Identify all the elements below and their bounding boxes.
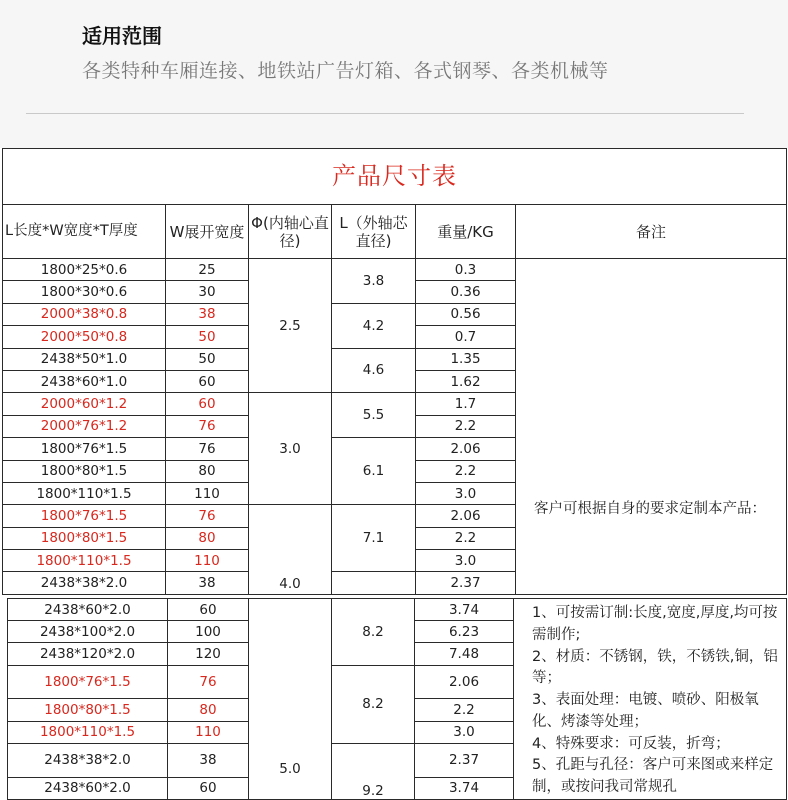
table-header-row <box>3 205 787 259</box>
cell-unfold-width: 60 <box>168 777 249 799</box>
cell-unfold-width: 60 <box>166 393 249 415</box>
cell-unfold-width: 50 <box>166 348 249 370</box>
cell-unfold-width: 110 <box>166 482 249 504</box>
cell-dimensions: 1800*30*0.6 <box>3 281 166 303</box>
cell-unfold-width: 80 <box>168 699 249 721</box>
cell-weight: 3.0 <box>416 550 516 572</box>
cell-weight: 1.35 <box>416 348 516 370</box>
cell-weight: 3.0 <box>416 482 516 504</box>
cell-dimensions: 2438*60*2.0 <box>8 599 168 621</box>
cell-weight: 2.06 <box>416 505 516 527</box>
cell-unfold-width: 80 <box>166 527 249 549</box>
header-weight: 重量/KG <box>416 205 516 259</box>
cell-weight: 1.62 <box>416 370 516 392</box>
cell-inner-diameter: 5.0 <box>249 599 332 800</box>
cell-weight: 1.7 <box>416 393 516 415</box>
note-item: 1、可按需订制:长度,宽度,厚度,均可按需制作; <box>532 605 778 643</box>
cell-outer-diameter: 4.6 <box>332 348 416 393</box>
cell-dimensions: 1800*25*0.6 <box>3 259 166 281</box>
cell-weight: 2.2 <box>416 460 516 482</box>
header-dimensions: L长度*W宽度*T厚度 <box>3 205 166 259</box>
cell-dimensions: 2438*50*1.0 <box>3 348 166 370</box>
header-inner-diameter: Φ(内轴心直径) <box>249 205 332 259</box>
cell-unfold-width: 76 <box>166 415 249 437</box>
cell-dimensions: 2438*100*2.0 <box>8 621 168 643</box>
cell-inner-diameter: 2.5 <box>249 259 332 393</box>
cell-weight: 2.2 <box>416 527 516 549</box>
cell-outer-diameter: 9.2 <box>332 743 415 799</box>
cell-notes: 客户可根据自身的要求定制本产品： <box>516 259 787 595</box>
header-outer-diameter: L（外轴芯直径) <box>332 205 416 259</box>
cell-dimensions: 1800*80*1.5 <box>3 527 166 549</box>
header-unfold-width: W展开宽度 <box>166 205 249 259</box>
size-table-upper <box>2 148 787 595</box>
cell-unfold-width: 60 <box>168 599 249 621</box>
cell-weight: 7.48 <box>415 643 514 665</box>
header-divider <box>26 113 744 114</box>
cell-unfold-width: 60 <box>166 370 249 392</box>
section-title: 适用范围 <box>82 24 162 48</box>
cell-unfold-width: 38 <box>166 303 249 325</box>
cell-weight: 0.36 <box>416 281 516 303</box>
cell-dimensions: 1800*80*1.5 <box>8 699 168 721</box>
cell-dimensions: 2438*60*2.0 <box>8 777 168 799</box>
cell-weight: 3.0 <box>415 721 514 743</box>
cell-unfold-width: 50 <box>166 326 249 348</box>
cell-weight: 0.7 <box>416 326 516 348</box>
cell-unfold-width: 110 <box>168 721 249 743</box>
cell-outer-diameter: 7.1 <box>332 505 416 572</box>
cell-unfold-width: 25 <box>166 259 249 281</box>
cell-dimensions: 2000*60*1.2 <box>3 393 166 415</box>
cell-weight: 2.2 <box>416 415 516 437</box>
cell-notes-list <box>514 599 787 800</box>
cell-dimensions: 1800*80*1.5 <box>3 460 166 482</box>
section-description: 各类特种车厢连接、地铁站广告灯箱、各式钢琴、各类机械等 <box>82 60 609 82</box>
cell-weight: 0.3 <box>416 259 516 281</box>
cell-outer-diameter: 4.2 <box>332 303 416 348</box>
size-table-lower <box>7 598 787 800</box>
table-row <box>8 599 787 621</box>
cell-unfold-width: 80 <box>166 460 249 482</box>
cell-weight: 3.74 <box>415 777 514 799</box>
cell-dimensions: 1800*76*1.5 <box>8 665 168 699</box>
size-table-panel <box>2 148 786 799</box>
cell-outer-diameter: 3.8 <box>332 259 416 304</box>
cell-dimensions: 2438*60*1.0 <box>3 370 166 392</box>
cell-outer-diameter <box>332 572 416 594</box>
cell-dimensions: 2000*76*1.2 <box>3 415 166 437</box>
cell-weight: 2.06 <box>416 438 516 460</box>
cell-unfold-width: 76 <box>168 665 249 699</box>
note-item: 3、表面处理：电镀、喷砂、阳极氧化、烤漆等处理； <box>532 692 759 730</box>
cell-unfold-width: 76 <box>166 505 249 527</box>
note-item: 5、孔距与孔径：客户可来图或来样定制，或按问我司常规孔 <box>532 757 774 795</box>
cell-dimensions: 2438*38*2.0 <box>8 743 168 777</box>
cell-weight: 2.37 <box>416 572 516 594</box>
table-row <box>3 259 787 281</box>
cell-weight: 0.56 <box>416 303 516 325</box>
cell-unfold-width: 120 <box>168 643 249 665</box>
cell-weight: 2.2 <box>415 699 514 721</box>
cell-dimensions: 1800*76*1.5 <box>3 505 166 527</box>
cell-dimensions: 1800*76*1.5 <box>3 438 166 460</box>
cell-dimensions: 2000*38*0.8 <box>3 303 166 325</box>
note-item: 4、特殊要求：可反装，折弯； <box>532 735 730 752</box>
cell-weight: 6.23 <box>415 621 514 643</box>
cell-weight: 3.74 <box>415 599 514 621</box>
cell-outer-diameter: 8.2 <box>332 665 415 743</box>
cell-unfold-width: 30 <box>166 281 249 303</box>
table-title: 产品尺寸表 <box>3 149 787 205</box>
cell-dimensions: 1800*110*1.5 <box>3 482 166 504</box>
cell-unfold-width: 100 <box>168 621 249 643</box>
cell-dimensions: 2438*120*2.0 <box>8 643 168 665</box>
cell-weight: 2.37 <box>415 743 514 777</box>
cell-unfold-width: 38 <box>166 572 249 594</box>
cell-inner-diameter: 4.0 <box>249 505 332 595</box>
cell-outer-diameter: 8.2 <box>332 599 415 666</box>
cell-dimensions: 2000*50*0.8 <box>3 326 166 348</box>
cell-inner-diameter: 3.0 <box>249 393 332 505</box>
header-notes: 备注 <box>516 205 787 259</box>
cell-dimensions: 1800*110*1.5 <box>8 721 168 743</box>
cell-dimensions: 1800*110*1.5 <box>3 550 166 572</box>
note-item: 2、材质：不锈钢，铁，不锈铁,铜，铝等； <box>532 648 778 687</box>
cell-weight: 2.06 <box>415 665 514 699</box>
cell-unfold-width: 110 <box>166 550 249 572</box>
cell-dimensions: 2438*38*2.0 <box>3 572 166 594</box>
cell-unfold-width: 38 <box>168 743 249 777</box>
cell-unfold-width: 76 <box>166 438 249 460</box>
cell-outer-diameter: 5.5 <box>332 393 416 438</box>
cell-outer-diameter: 6.1 <box>332 438 416 505</box>
